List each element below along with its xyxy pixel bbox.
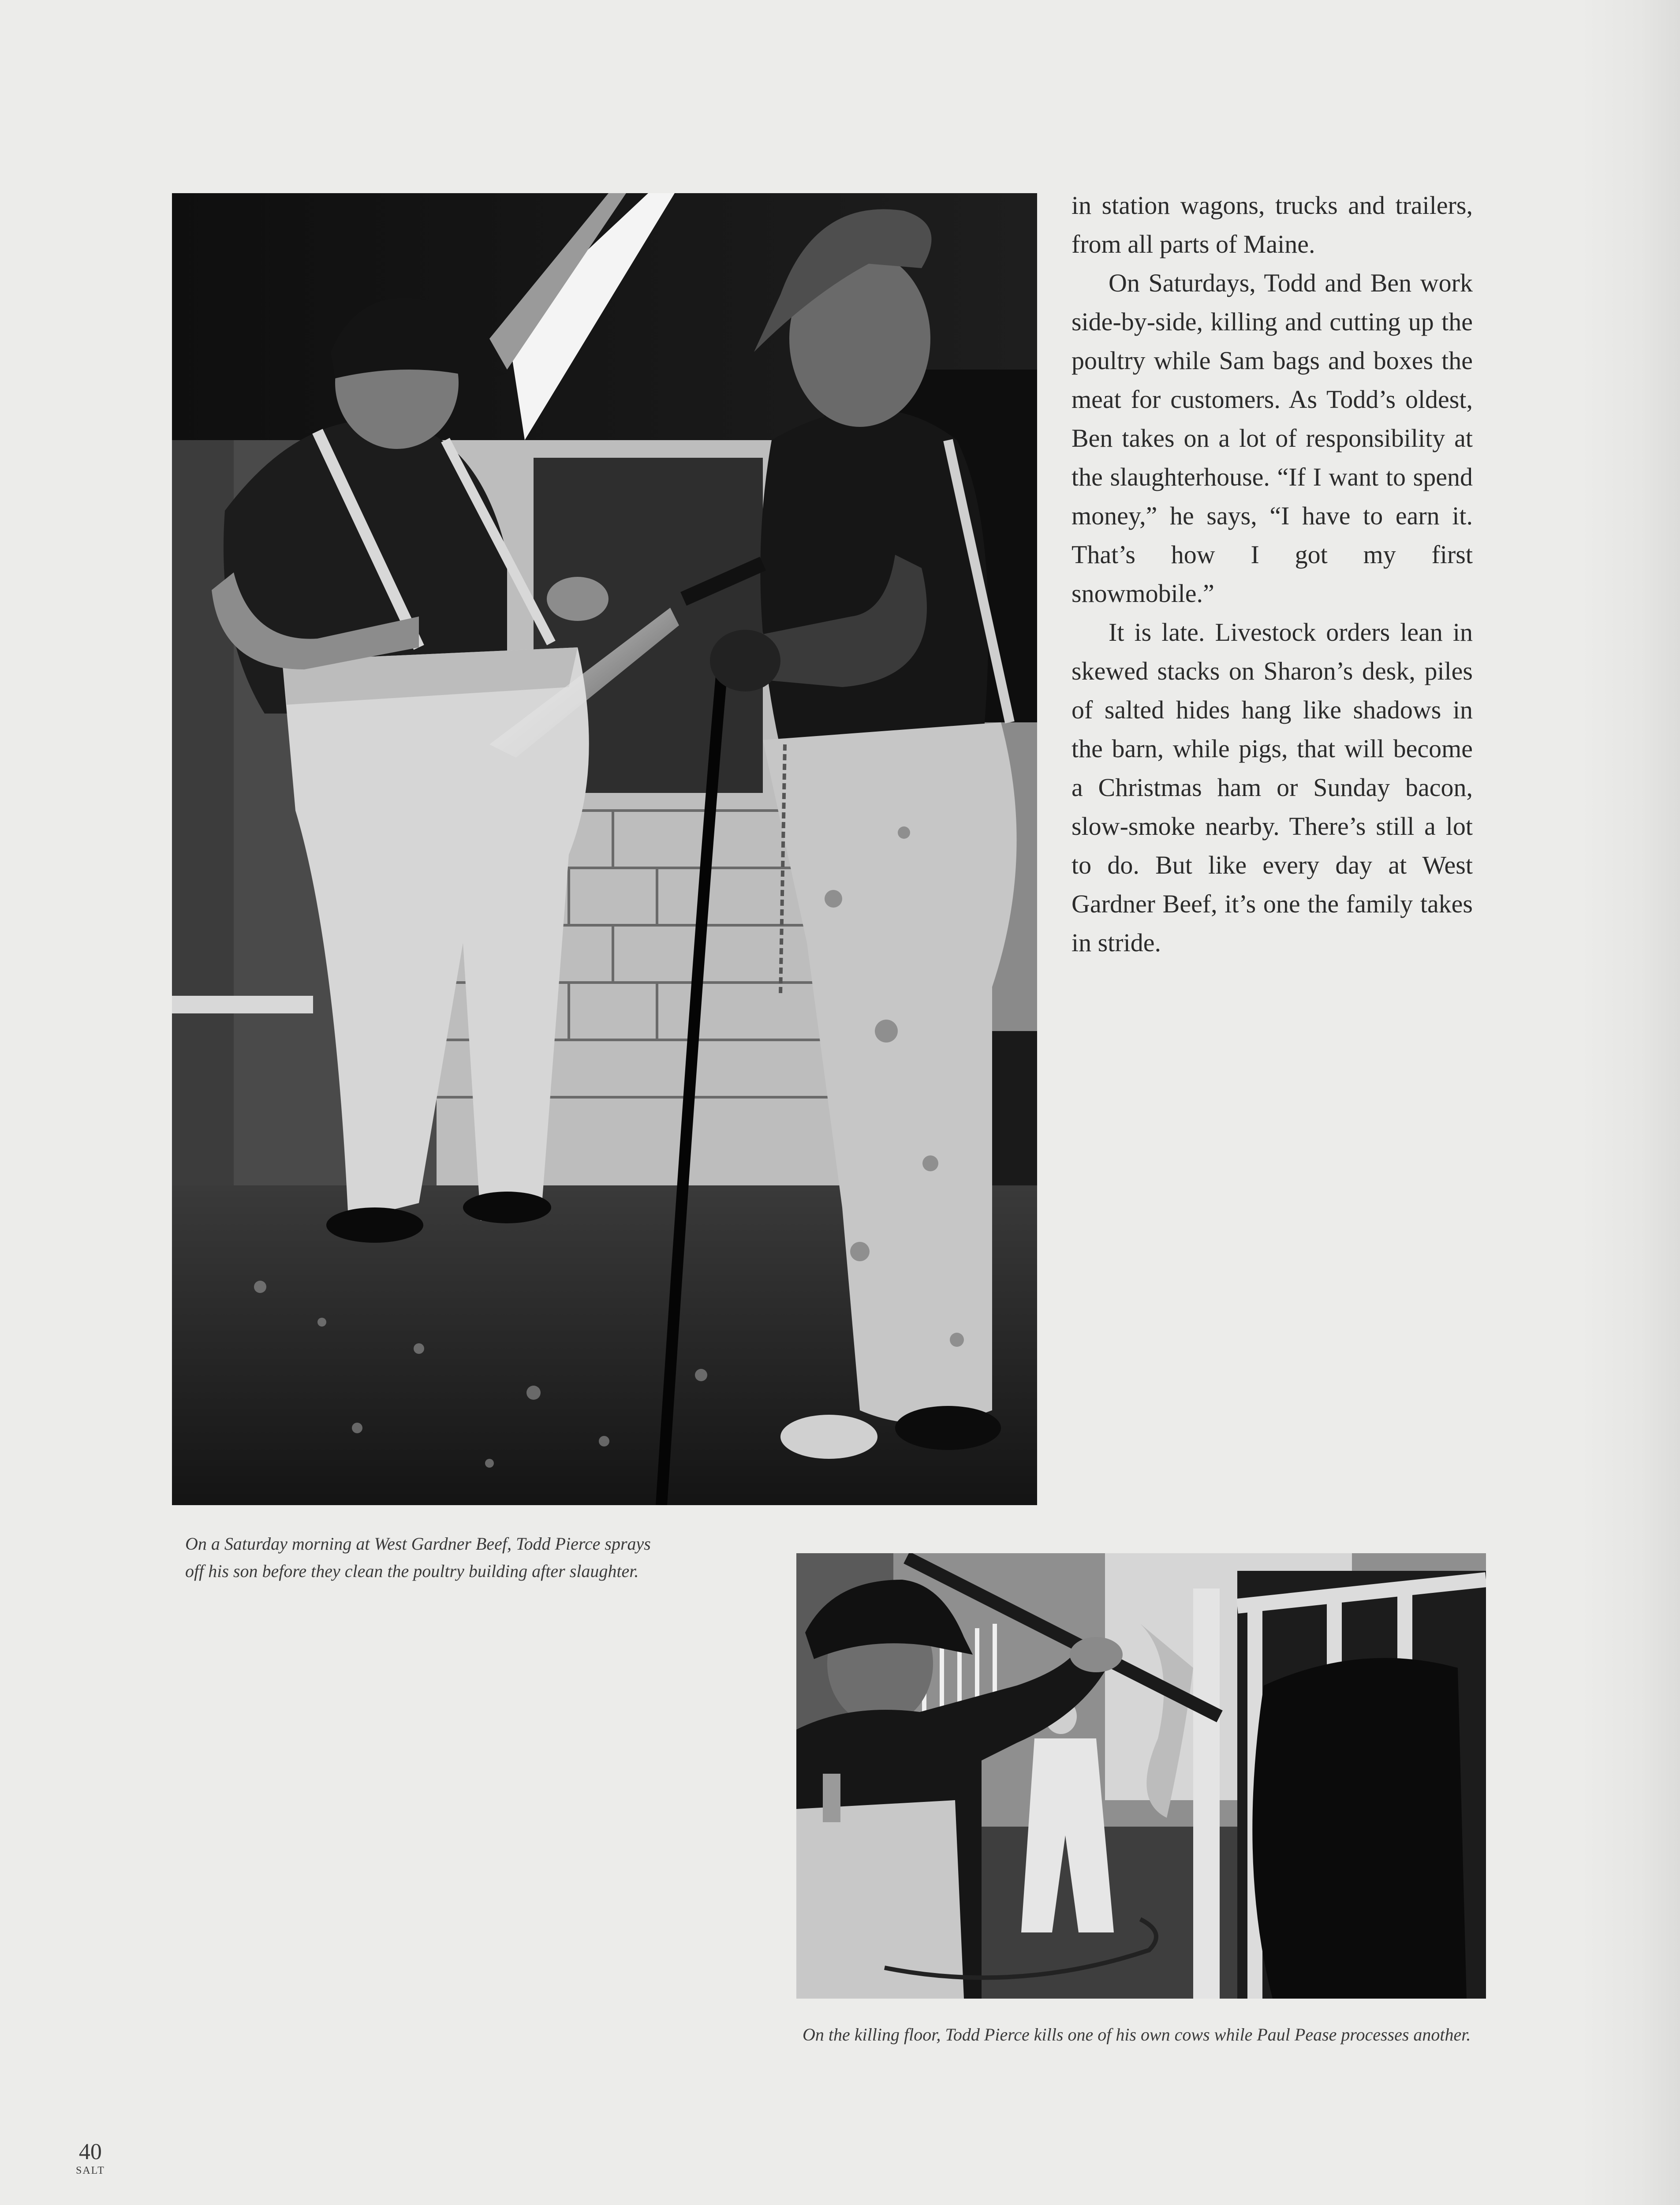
killing-floor-photo [796,1553,1486,1999]
article-paragraph: in station wagons, trucks and trailers, from all parts of Maine. [1071,191,1473,258]
article-paragraph: On Saturdays, Todd and Ben work side-by-side, killing and cutting up the poultry while Sam bags and boxes the meat for customers. As Todd’s oldest, Ben takes on a lot of responsibility at the slaughterhouse. “If I want to spend money,” he says, “I have to earn it. That’s how I got my first snowmobile.” [1071,269,1473,608]
folio [76,2140,105,2177]
magazine-name: SALT [76,2165,105,2176]
article-paragraph: It is late. Livestock orders lean in skewed stacks on Sharon’s desk, piles of salted hides hang like shadows in the barn, while pigs, that will become a Christmas ham or Sunday bacon, slow-smoke nearby. There’s still a lot to do. But like every day at West Gardner Beef, it’s one the family takes in stride. [1071,618,1473,957]
article-body [1071,186,1473,962]
killing-floor-caption: On the killing floor, Todd Pierce kills one of his own cows while Paul Pease processes another. [803,2025,1471,2044]
page-edge [1579,0,1680,2205]
main-photo [172,193,1037,1505]
main-photo-caption: On a Saturday morning at West Gardner Beef, Todd Pierce sprays off his son before they clean the poultry building after slaughter. [185,1534,651,1581]
page-number: 40 [78,2139,102,2164]
